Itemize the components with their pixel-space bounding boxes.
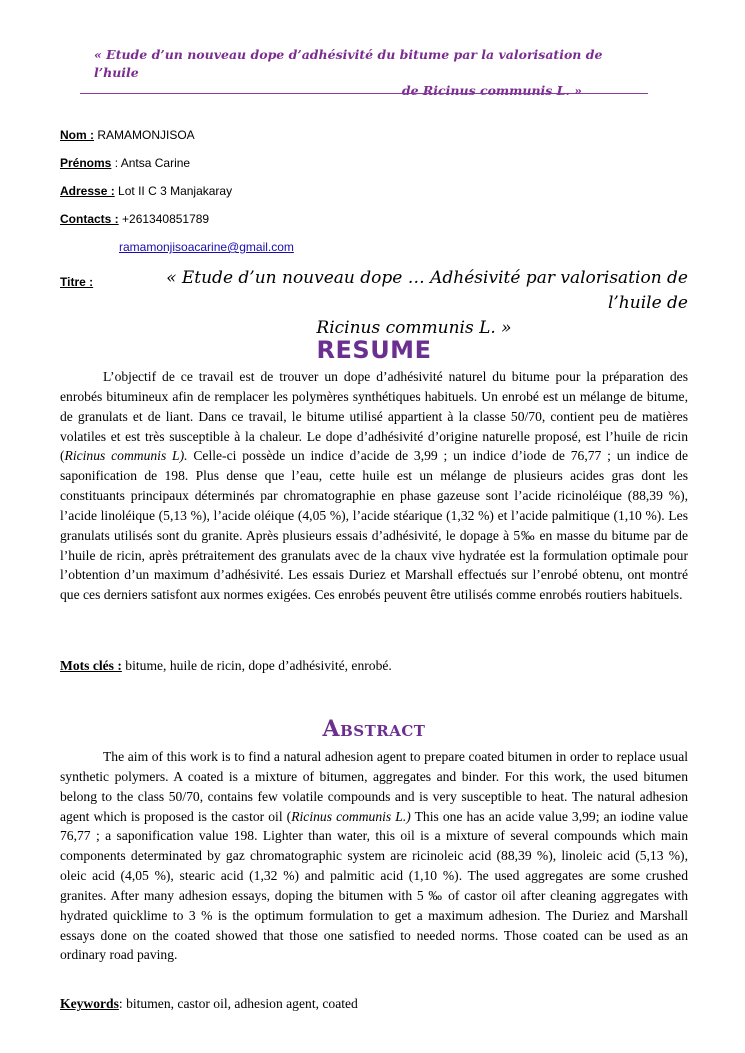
abstract-paragraph: The aim of this work is to find a natural adhesion agent to prepare coated bitumen in order to replace usual synthetic polymers. A coated is a mixture of bitumen, aggregates and binder. For this work, the used bitumen belong to the class 50/70, contains few volatile compounds and is very susceptible to heat. The natural adhesion agent which is proposed is the castor oil (Ricinus communis L.) This one has an acide value 3,99; an iodine value 76,77 ; a saponification value 198. Lighter than water, this oil is a mixture of several compounds which main components determinated by gaz chromatographic system are ricinoleic acid (88,39 %), linoleic acid (5,13 %), oleic acid (4,05 %), stearic acid (1,32 %) and palmitic acid (1,10 %). The used aggregates are some crushed granites. After many adhesion essays, doping the bitumen with 5 ‰ of castor oil after cleaning aggregates with hydrated quicklime to 3 % is the optimum formulation to get a maximum adhesion. The Duriez and Marshall essays done on the coated showed that those one satisfied to needed norms. Those coated can be used as an ordinary road paving. [60,749,688,963]
resume-paragraph: L’objectif de ce travail est de trouver un dope d’adhésivité naturel du bitume pour la préparation des enrobés bitumineux afin de remplacer les polymères synthétiques habituels. Un enrobé est un mélange de bitume, de granulats et de liant. Dans ce travail, le bitume utilisé appartient à la classe 50/70, contient peu de matières volatiles et est très susceptible à la chaleur. Le dope d’adhésivité d’origine naturelle proposé, est l’huile de ricin (Ricinus communis L). Celle-ci possède un indice d’acide de 3,99 ; un indice d’iode de 76,77 ; un indice de saponification de 198. Plus dense que l’eau, cette huile est un mélange de plusieurs acides gras dont les constituants principaux déterminés par chromatographie en phase gazeuse sont l’acide ricinoléique (88,39 %), l’acide linoléique (5,13 %), l’acide oléique (4,05 %), l’acide stéarique (1,32 %) et l’acide palmitique (1,10 %). Les granulats utilisés sont du granite. Après plusieurs essais d’adhésivité, le dopage à 5‰ en masse du bitume par de l’huile de ricin, après prétraitement des granulats avec de la chaux vive hydratée est la formulation optimale pour l’obtention d’un maximum d’adhésivité. Les essais Duriez et Marshall effectués sur l’enrobé obtenu, ont montré que ces derniers satisfont aux normes exigées. Ces enrobés peuvent être utilisés comme enrobés routiers habituels. [60,369,688,603]
abstract-heading: Abstract [322,716,426,742]
adresse-value: Lot II C 3 Manjakaray [118,184,233,198]
author-address-row [60,184,232,198]
document-title [140,266,688,341]
keywords-label: Keywords [60,996,119,1011]
header-line-1: « Etude d’un nouveau dope d’adhésivité du bitume par la valorisation de l’huile [94,47,603,80]
author-contacts-row [60,212,209,226]
prenoms-value: : Antsa Carine [114,156,191,170]
prenoms-label: Prénoms [60,156,112,170]
running-header [80,46,648,100]
header-divider [80,93,648,94]
title-line-1: « Etude d’un nouveau dope … Adhésivité par valorisation de l’huile de [166,268,688,313]
resume-heading: RESUME [316,336,432,364]
contacts-value: +261340851789 [122,212,210,226]
title-label: Titre : [60,275,94,289]
abstract-keywords [60,996,358,1012]
mots-cles-label: Mots clés : [60,658,122,673]
nom-label: Nom : [60,128,94,142]
resume-keywords [60,658,392,674]
nom-value: RAMAMONJISOA [97,128,195,142]
title-line-2: Ricinus communis L. » [316,318,512,338]
author-name-row [60,128,195,142]
author-firstname-row [60,156,190,170]
mots-cles-value: bitume, huile de ricin, dope d’adhésivité, enrobé. [121,658,392,673]
email-link[interactable]: ramamonjisoacarine@gmail.com [119,240,294,254]
contacts-label: Contacts : [60,212,119,226]
header-line-2: de Ricinus communis L. » [401,83,582,98]
keywords-value: : bitumen, castor oil, adhesion agent, coated [118,996,358,1011]
adresse-label: Adresse : [60,184,115,198]
